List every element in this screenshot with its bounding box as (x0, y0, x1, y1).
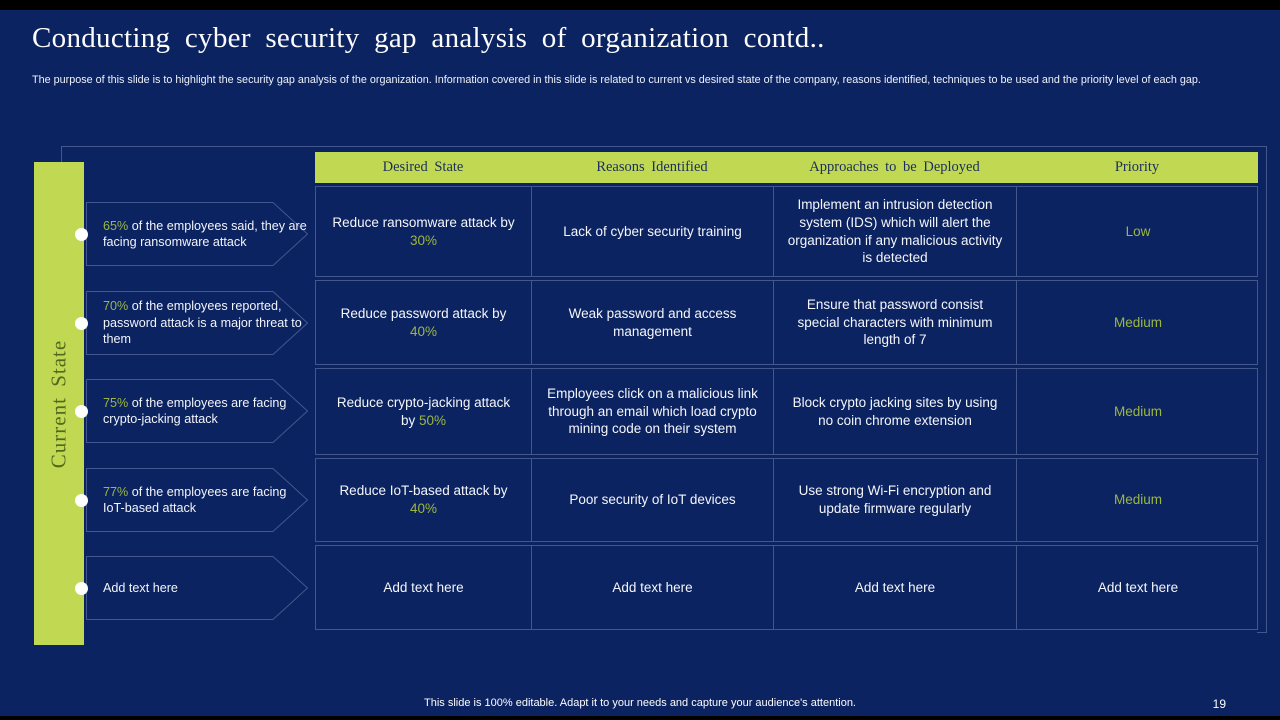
connector-dot (75, 317, 88, 330)
callout-password (86, 291, 312, 355)
cell-desired-state[interactable] (316, 546, 532, 629)
column-header-approaches: Approaches to be Deployed (809, 159, 980, 175)
column-header-reasons-identified: Reasons Identified (596, 159, 708, 175)
cell-desired-state (316, 281, 532, 364)
desired-percent: 40% (409, 501, 438, 516)
callout-body: Add text here (103, 580, 178, 595)
desired-text: Reduce ransomware attack by (332, 214, 515, 230)
cell-approach: Use strong Wi-Fi encryption and update firmware regularly (774, 459, 1017, 541)
cell-priority: Medium (1113, 492, 1162, 508)
table-row (315, 280, 1258, 365)
callout-iot (86, 468, 312, 532)
percent-value: 70% (103, 299, 129, 314)
gap-analysis-table (315, 186, 1258, 633)
desired-text: Reduce crypto-jacking attack by (336, 394, 511, 428)
callout-body: of the employees are facing crypto-jacking attack (103, 395, 287, 426)
cell-approach: Ensure that password consist special characters with minimum length of 7 (774, 281, 1017, 364)
connector-dot (75, 582, 88, 595)
connector-dot (75, 494, 88, 507)
cell-priority[interactable]: Add text here (1097, 579, 1179, 595)
cell-approach: Implement an intrusion detection system (IDS) which will alert the organization if any malicious activity is detected (774, 187, 1017, 276)
callout-crypto-jacking (86, 379, 312, 443)
table-row (315, 186, 1258, 277)
page-title: Conducting cyber security gap analysis of organization contd.. (32, 22, 825, 54)
callout-body: of the employees are facing IoT-based attack (103, 484, 287, 515)
desired-percent: 50% (419, 412, 447, 428)
current-state-label: Current State (46, 339, 71, 468)
desired-percent: 30% (409, 232, 438, 248)
connector-dot (75, 228, 88, 241)
cell-desired-state (316, 369, 532, 454)
callout-placeholder[interactable] (86, 556, 312, 620)
editable-note: This slide is 100% editable. Adapt it to your needs and capture your audience's attention. (424, 697, 856, 709)
percent-value: 75% (103, 395, 129, 410)
desired-text: Add text here (383, 579, 464, 595)
callout-text (103, 556, 308, 620)
slide-description: The purpose of this slide is to highlight the security gap analysis of the organization. Information covered in this slide is related to current vs desired state of the company, reasons identified, techniques to be used and the priority level of each gap. (32, 74, 1201, 86)
percent-value: 65% (103, 218, 129, 233)
desired-percent: 40% (409, 323, 438, 339)
cell-priority: Low (1125, 223, 1151, 239)
desired-text: Reduce password attack by (340, 305, 507, 321)
callout-text (103, 379, 308, 443)
callout-text (103, 468, 308, 532)
desired-text: Reduce IoT-based attack by (339, 483, 508, 499)
table-row (315, 368, 1258, 455)
percent-value: 77% (103, 484, 129, 499)
connector-dot (75, 405, 88, 418)
cell-reason[interactable]: Add text here (532, 546, 774, 629)
cell-priority: Medium (1113, 403, 1162, 419)
callout-ransomware (86, 202, 312, 266)
callout-body: of the employees said, they are facing ransomware attack (103, 218, 307, 249)
cell-desired-state (316, 459, 532, 541)
cell-reason: Employees click on a malicious link through an email which load crypto mining code on their system (532, 369, 774, 454)
cell-approach: Block crypto jacking sites by using no coin chrome extension (774, 369, 1017, 454)
top-black-strip (0, 0, 1280, 10)
column-header-priority: Priority (1114, 159, 1160, 175)
table-row (315, 458, 1258, 542)
bottom-black-strip (0, 716, 1280, 720)
cell-priority: Medium (1113, 314, 1162, 330)
callout-text (103, 291, 308, 355)
callout-text (103, 202, 308, 266)
cell-approach[interactable]: Add text here (774, 546, 1017, 629)
cell-reason: Weak password and access management (532, 281, 774, 364)
column-header-desired-state: Desired State (382, 159, 464, 175)
callout-body: of the employees reported, password attack is a major threat to them (103, 299, 302, 347)
table-row-placeholder (315, 545, 1258, 630)
page-number: 19 (1212, 697, 1226, 711)
cell-desired-state (316, 187, 532, 276)
table-header-row (315, 152, 1258, 183)
cell-reason: Poor security of IoT devices (532, 459, 774, 541)
cell-reason: Lack of cyber security training (532, 187, 774, 276)
